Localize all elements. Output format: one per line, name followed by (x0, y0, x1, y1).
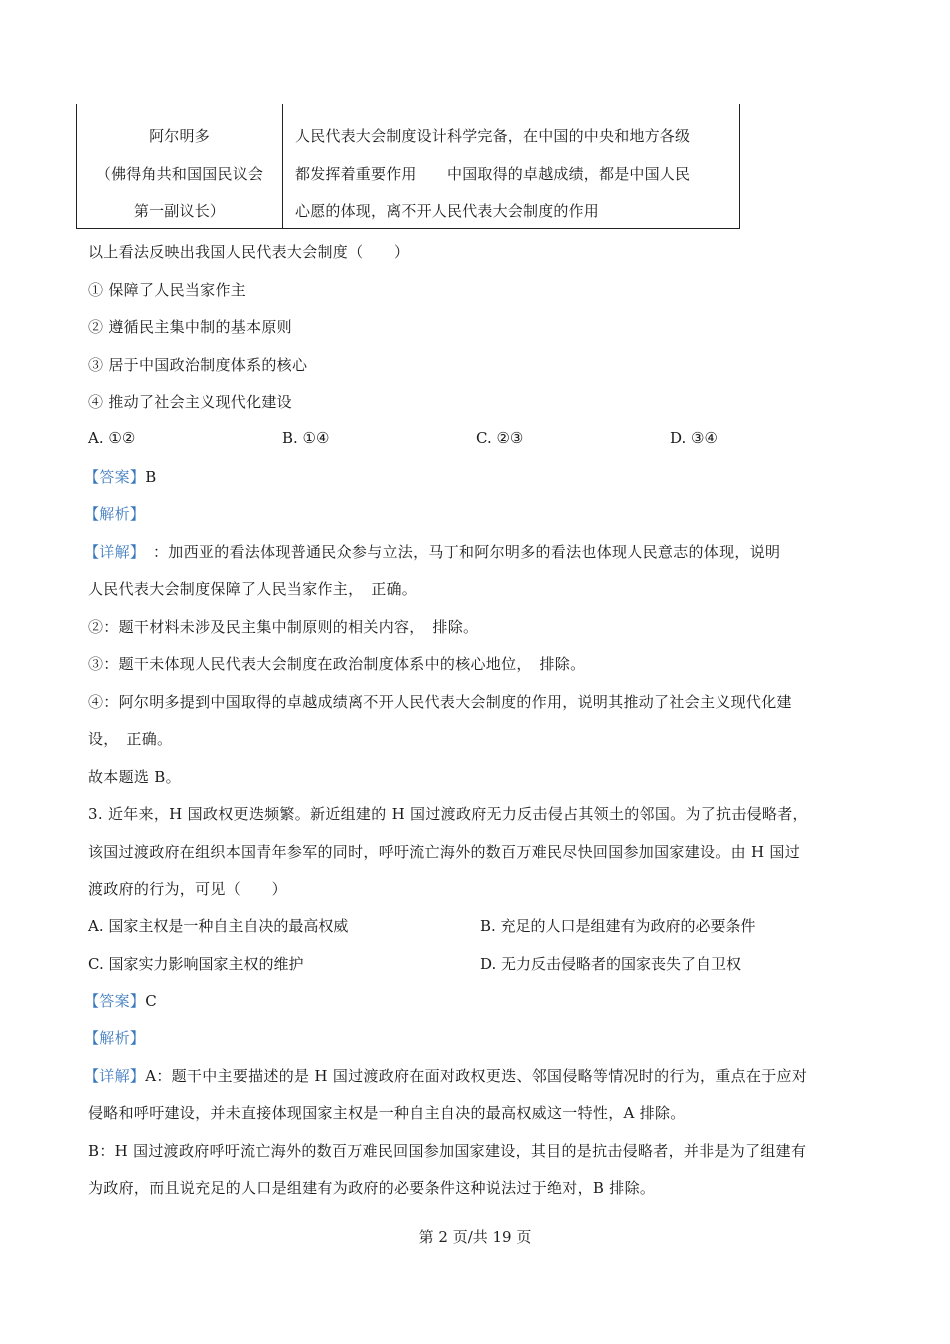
analysis-label: 【解析】 (84, 505, 146, 523)
q2-statement: ③ 居于中国政治制度体系的核心 (88, 356, 308, 374)
answer-label: 【答案】 (84, 468, 146, 486)
analysis-label: 【解析】 (84, 1029, 146, 1047)
speaker-title: 第一副议长） (133, 202, 226, 220)
q3-option-a: A. 国家主权是一种自主自决的最高权威 (88, 917, 349, 935)
q2-option-a: A. ①② (88, 429, 136, 447)
opinion-cell (283, 104, 739, 228)
q2-detail-line: ②：题干材料未涉及民主集中制原则的相关内容， 排除。 (88, 618, 479, 636)
q2-option-d: D. ③④ (670, 429, 718, 447)
q2-detail-line: ③：题干未体现人民代表大会制度在政治制度体系中的核心地位， 排除。 (88, 655, 586, 673)
speaker-title: （佛得角共和国国民议会 (95, 164, 264, 183)
answer-label: 【答案】 (84, 992, 146, 1010)
q2-statement: ④ 推动了社会主义现代化建设 (88, 393, 292, 411)
q2-option-b: B. ①④ (282, 429, 330, 447)
q2-answer (84, 466, 157, 487)
q3-detail-line: 【详解】A：题干中主要描述的是 H 国过渡政府在面对政权更迭、邻国侵略等情况时的行为，重点在于应对 (84, 1067, 808, 1085)
q2-stem: 以上看法反映出我国人民代表大会制度（ ） (88, 243, 410, 261)
q2-detail-line: 人民代表大会制度保障了人民当家作主， 正确。 (88, 580, 418, 598)
q2-detail-line: ④：阿尔明多提到中国取得的卓越成绩离不开人民代表大会制度的作用，说明其推动了社会主义现代化建 (88, 693, 792, 711)
speaker-name: 阿尔明多 (149, 127, 210, 145)
answer-value: C (145, 992, 157, 1010)
opinion-text: 心愿的体现，离不开人民代表大会制度的作用 (295, 202, 600, 220)
q3-option-d: D. 无力反击侵略者的国家丧失了自卫权 (480, 955, 742, 973)
q3-stem: 渡政府的行为，可见（ ） (88, 880, 287, 898)
q3-detail-line: B：H 国过渡政府呼吁流亡海外的数百万难民回国参加国家建设，其目的是抗击侵略者，并非是为了组建有 (88, 1142, 807, 1160)
q3-detail-line: 侵略和呼吁建设，并未直接体现国家主权是一种自主自决的最高权威这一特性，A 排除。 (88, 1104, 686, 1122)
q2-statement: ① 保障了人民当家作主 (88, 281, 247, 299)
q3-stem: 3. 近年来，H 国政权更迭频繁。新近组建的 H 国过渡政府无力反击侵占其领土的邻国。为了抗击侵略者， (88, 805, 808, 823)
detail-label: 【详解】 (84, 543, 138, 561)
q2-detail-line: 设， 正确。 (88, 730, 173, 748)
q2-detail-line: 【详解】 ：加西亚的看法体现普通民众参与立法，马丁和阿尔明多的看法也体现人民意志的体现，说明 (84, 543, 781, 561)
speaker-cell (77, 104, 283, 228)
q2-conclusion: 故本题选 B。 (88, 768, 181, 786)
opinion-text: 都发挥着重要作用 中国取得的卓越成绩，都是中国人民 (295, 164, 691, 183)
page-number: 第 2 页/共 19 页 (418, 1228, 532, 1246)
q3-option-c: C. 国家实力影响国家主权的维护 (88, 955, 304, 973)
q3-answer (84, 990, 157, 1011)
opinion-table (76, 104, 740, 229)
opinion-text: 人民代表大会制度设计科学完备，在中国的中央和地方各级 (295, 127, 691, 145)
detail-label: 【详解】 (84, 1067, 146, 1085)
q3-option-b: B. 充足的人口是组建有为政府的必要条件 (480, 917, 756, 935)
q2-option-c: C. ②③ (476, 429, 524, 447)
q3-stem: 该国过渡政府在组织本国青年参军的同时，呼吁流亡海外的数百万难民尽快回国参加国家建设。由 H 国过 (88, 843, 801, 861)
q2-statement: ② 遵循民主集中制的基本原则 (88, 318, 292, 336)
answer-value: B (145, 468, 157, 486)
q3-detail-line: 为政府，而且说充足的人口是组建有为政府的必要条件这种说法过于绝对，B 排除。 (88, 1179, 656, 1197)
